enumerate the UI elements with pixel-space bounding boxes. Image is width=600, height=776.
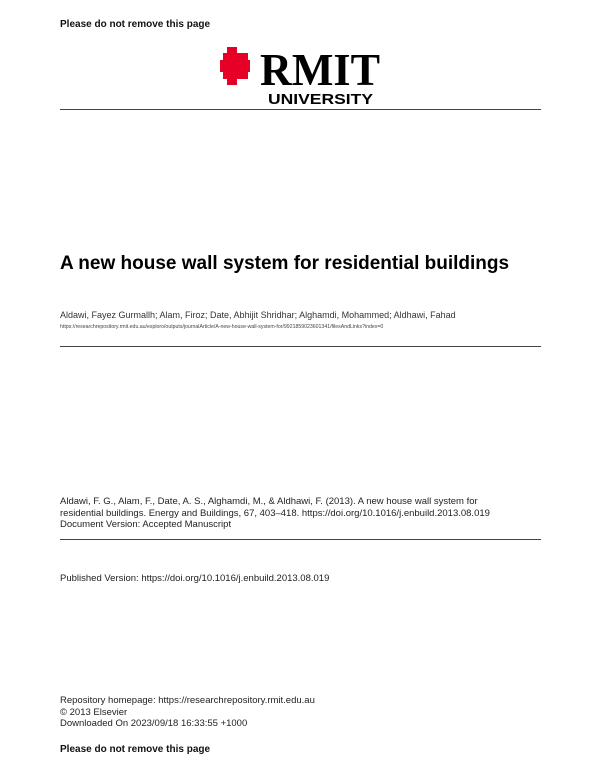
rmit-wordmark: RMIT [260, 47, 380, 95]
citation-line-1: Aldawi, F. G., Alam, F., Date, A. S., Alghamdi, M., & Aldhawi, F. (2013). A new house wall system for [60, 496, 478, 507]
divider-top [60, 109, 541, 110]
repository-info [60, 695, 540, 730]
citation-line-2: residential buildings. Energy and Buildings, 67, 403–418. https://doi.org/10.1016/j.enbuild.2013.08.019 [60, 507, 490, 519]
rmit-pixel-mark [220, 47, 250, 85]
document-title: A new house wall system for residential buildings [60, 253, 510, 274]
rmit-university-logo [220, 47, 382, 107]
repository-homepage[interactable]: Repository homepage: https://researchrepository.rmit.edu.au [60, 695, 315, 706]
notice-bottom: Please do not remove this page [60, 744, 211, 755]
authors-list: Aldawi, Fayez Gurmallh; Alam, Firoz; Date, Abhijit Shridhar; Alghamdi, Mohammed; Aldhawi, Fahad [60, 310, 456, 320]
citation-block [60, 496, 540, 531]
notice-top: Please do not remove this page [60, 19, 211, 30]
copyright-notice: © 2013 Elsevier [60, 706, 128, 718]
document-version: Document Version: Accepted Manuscript [60, 519, 232, 530]
published-version[interactable]: Published Version: https://doi.org/10.1016/j.enbuild.2013.08.019 [60, 573, 330, 584]
download-timestamp: Downloaded On 2023/09/18 16:33:55 +1000 [60, 718, 248, 729]
divider-citation [60, 539, 541, 540]
repository-url[interactable]: https://researchrepository.rmit.edu.au/esploro/outputs/journalArticle/A-new-house-wall-system-for/9921859023601341/filesAndLinks?index=0 [60, 324, 384, 330]
university-wordmark: UNIVERSITY [268, 91, 373, 107]
divider-record [60, 346, 541, 347]
